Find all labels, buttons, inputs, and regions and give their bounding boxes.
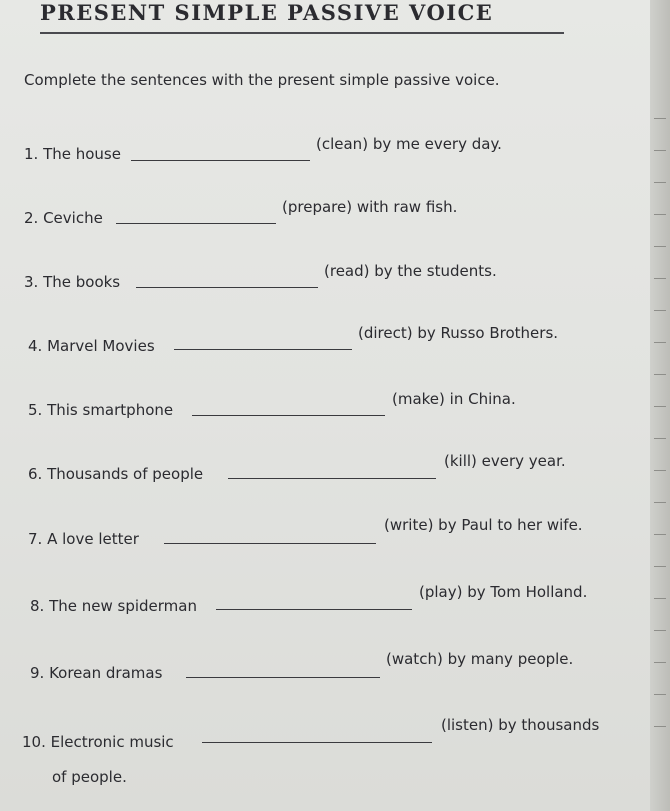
sentence-2-stem: 2. Ceviche [24, 209, 103, 227]
sentence-2-verb: (prepare) with raw fish. [282, 198, 458, 216]
edge-mark [654, 566, 666, 567]
edge-mark [654, 246, 666, 247]
instruction-text: Complete the sentences with the present simple passive voice. [24, 71, 500, 89]
sentence-4-stem: 4. Marvel Movies [28, 337, 155, 355]
answer-blank-3[interactable] [136, 287, 318, 288]
edge-mark [654, 470, 666, 471]
edge-mark [654, 630, 666, 631]
sentence-3-verb: (read) by the students. [324, 262, 497, 280]
edge-mark [654, 278, 666, 279]
answer-blank-8[interactable] [216, 609, 412, 610]
edge-mark [654, 534, 666, 535]
edge-mark [654, 150, 666, 151]
edge-mark [654, 662, 666, 663]
answer-blank-6[interactable] [228, 478, 436, 479]
edge-mark [654, 726, 666, 727]
notebook-page-edge [650, 0, 670, 811]
edge-mark [654, 182, 666, 183]
sentence-9-verb: (watch) by many people. [386, 650, 574, 668]
answer-blank-5[interactable] [192, 415, 385, 416]
sentence-8-verb: (play) by Tom Holland. [419, 583, 588, 601]
edge-mark [654, 214, 666, 215]
sentence-5-verb: (make) in China. [392, 390, 516, 408]
answer-blank-10[interactable] [202, 742, 432, 743]
edge-mark [654, 342, 666, 343]
answer-blank-9[interactable] [186, 677, 380, 678]
sentence-5-stem: 5. This smartphone [28, 401, 174, 419]
sentence-6-verb: (kill) every year. [444, 452, 566, 470]
sentence-3-stem: 3. The books [24, 273, 121, 291]
sentence-10-continuation: of people. [52, 768, 127, 786]
worksheet-title: PRESENT SIMPLE PASSIVE VOICE [40, 0, 494, 25]
answer-blank-7[interactable] [164, 543, 376, 544]
sentence-10-verb: (listen) by thousands [441, 716, 600, 734]
sentence-7-stem: 7. A love letter [28, 530, 139, 548]
edge-mark [654, 118, 666, 119]
edge-mark [654, 374, 666, 375]
answer-blank-1[interactable] [131, 160, 310, 161]
sentence-7-verb: (write) by Paul to her wife. [384, 516, 583, 534]
answer-blank-2[interactable] [116, 223, 276, 224]
answer-blank-4[interactable] [174, 349, 352, 350]
edge-mark [654, 438, 666, 439]
sentence-6-stem: 6. Thousands of people [28, 465, 204, 483]
sentence-4-verb: (direct) by Russo Brothers. [358, 324, 559, 342]
sentence-9-stem: 9. Korean dramas [30, 664, 163, 682]
edge-mark [654, 310, 666, 311]
edge-mark [654, 598, 666, 599]
edge-mark [654, 694, 666, 695]
edge-mark [654, 406, 666, 407]
sentence-10-stem: 10. Electronic music [22, 733, 174, 751]
edge-mark [654, 502, 666, 503]
sentence-8-stem: 8. The new spiderman [30, 597, 197, 615]
sentence-1-stem: 1. The house [24, 145, 121, 163]
sentence-1-verb: (clean) by me every day. [316, 135, 502, 153]
title-underline [40, 32, 564, 34]
